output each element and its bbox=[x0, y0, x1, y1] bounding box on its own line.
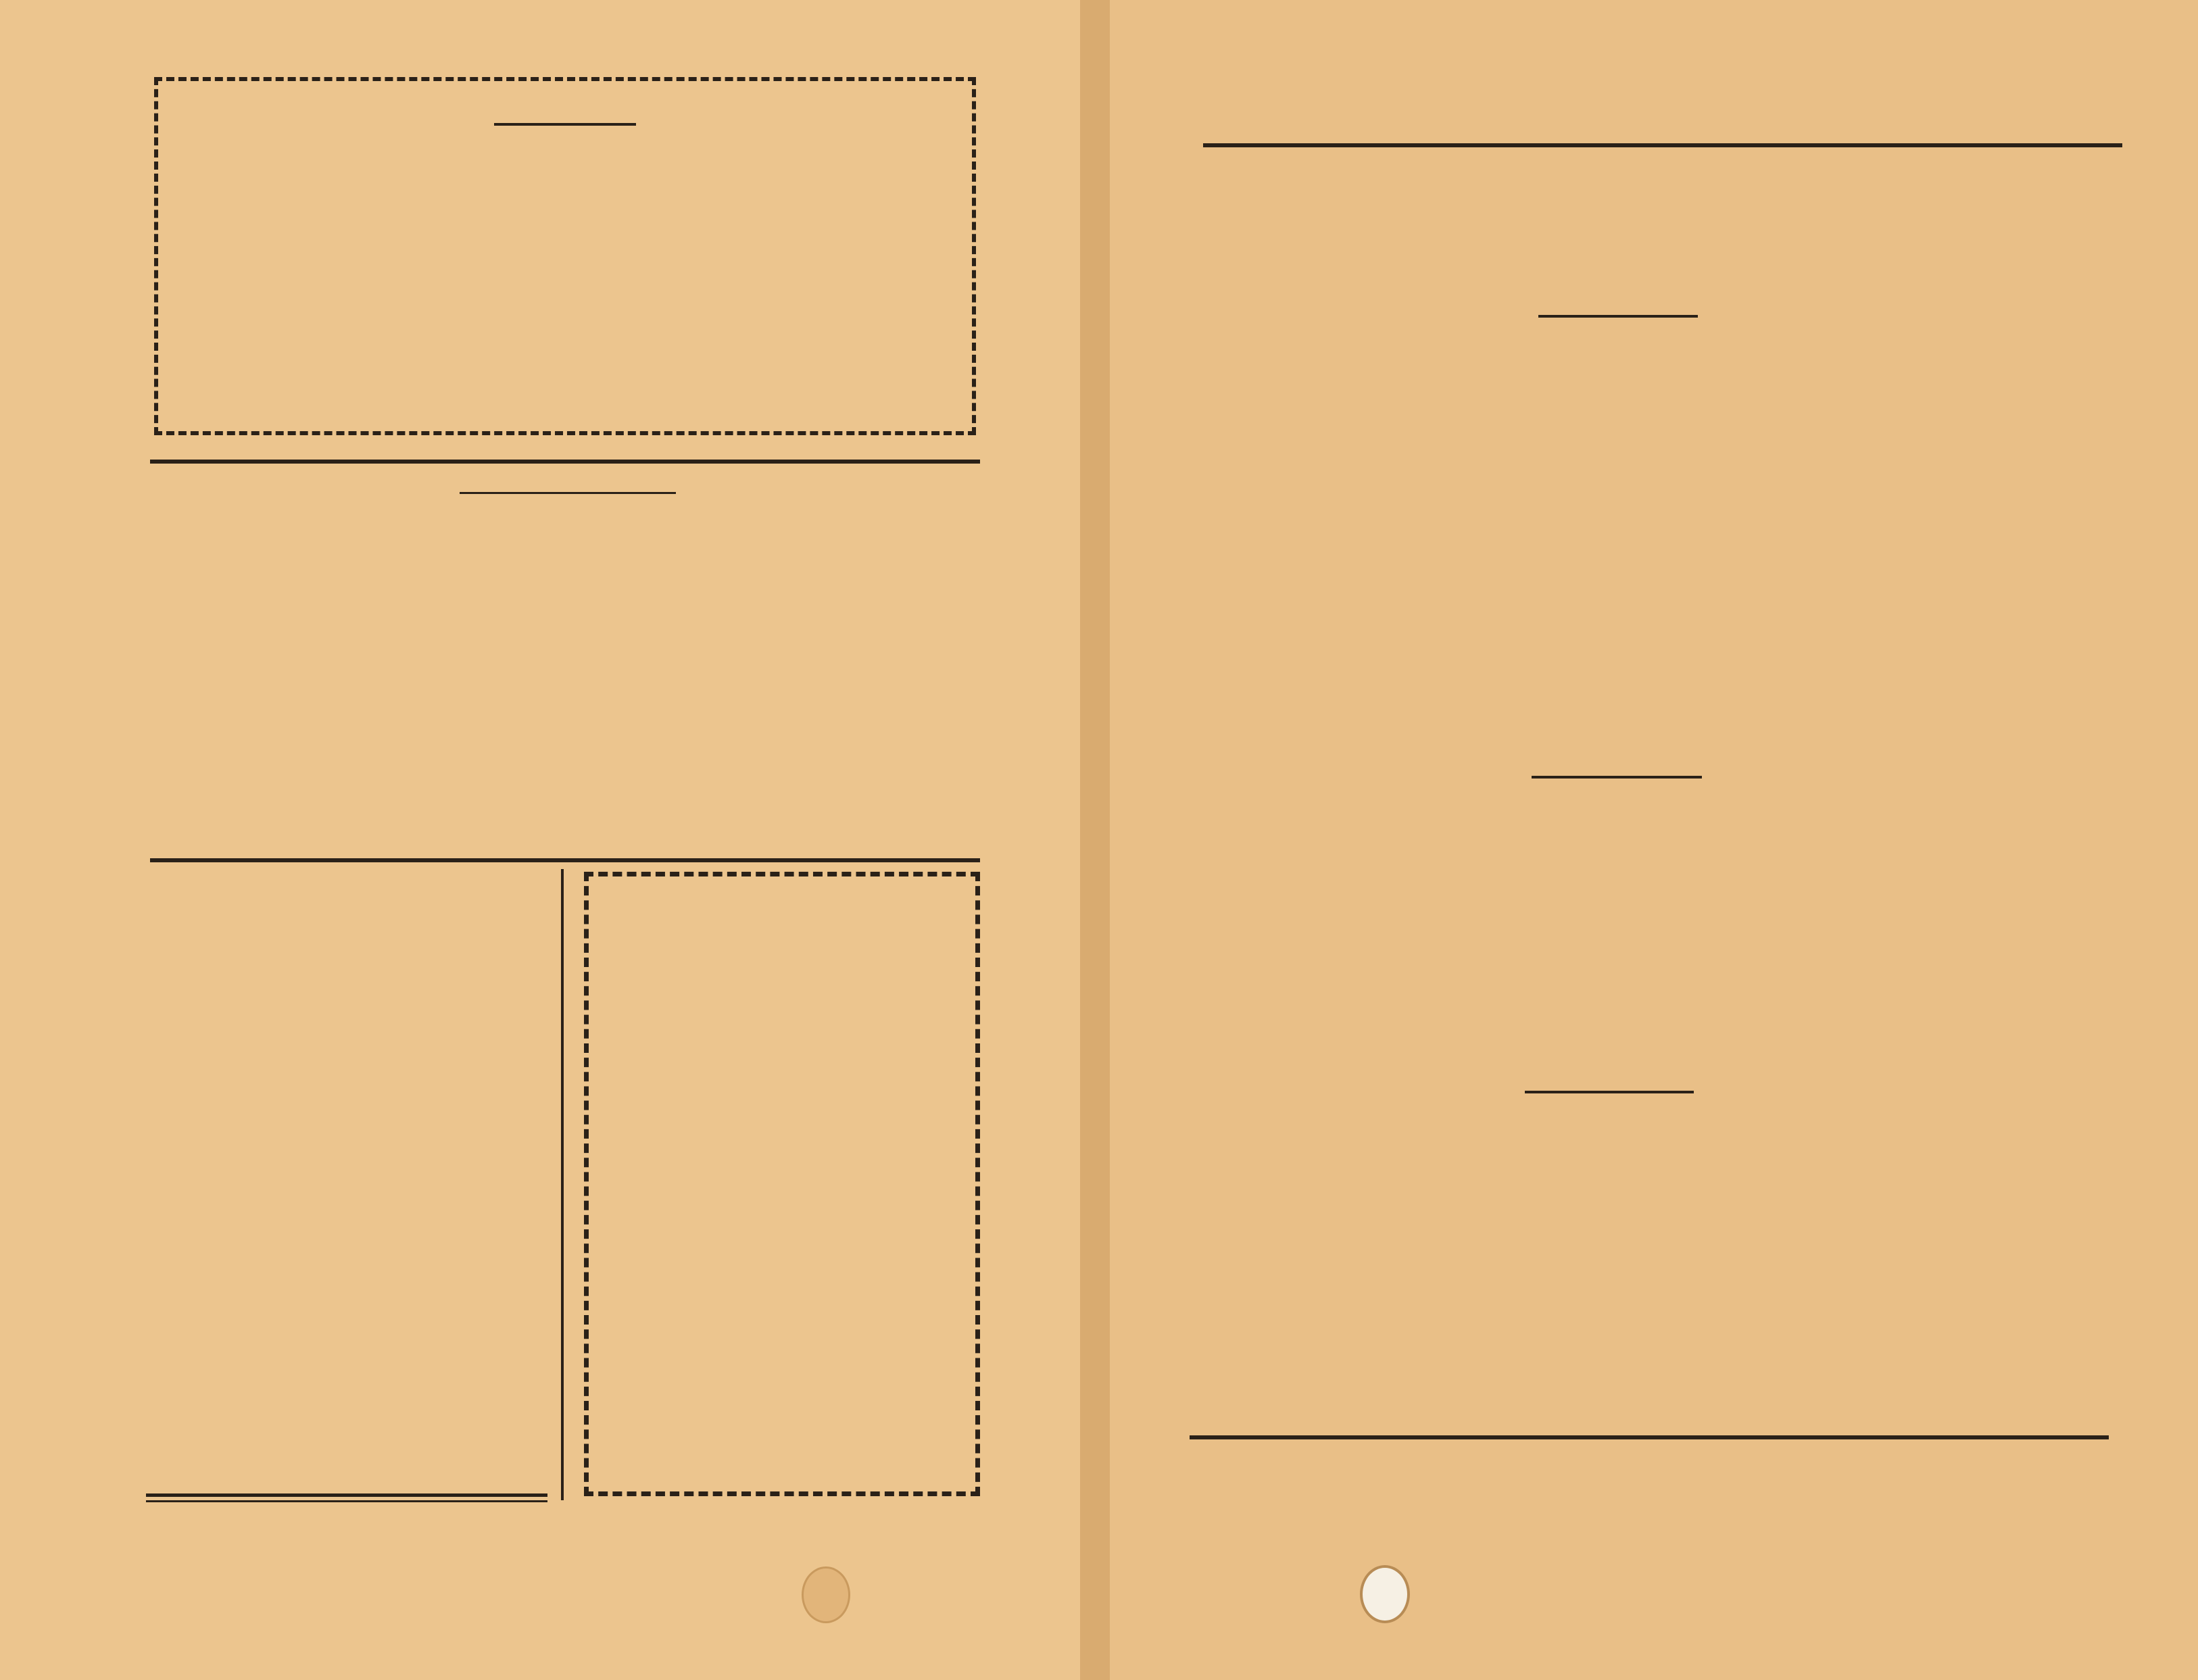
bottom-ornament-border bbox=[1190, 1442, 2109, 1499]
divider bbox=[1532, 776, 1702, 779]
rule-3 bbox=[146, 1493, 547, 1497]
ad-chocolatine bbox=[149, 872, 554, 891]
rule-2 bbox=[150, 858, 980, 862]
ad-ecole-monade bbox=[584, 872, 980, 1496]
punch-hole-right bbox=[1360, 1565, 1410, 1623]
punch-hole-left bbox=[802, 1566, 850, 1623]
top-border-line bbox=[1203, 143, 2122, 147]
ad-willems bbox=[149, 473, 987, 506]
bottom-border-line bbox=[1190, 1435, 2109, 1439]
film-1-credits bbox=[1095, 635, 2198, 641]
film-3-credits bbox=[1095, 1261, 2198, 1268]
divider bbox=[1538, 315, 1698, 318]
top-ornament-border bbox=[1203, 87, 2122, 143]
column-divider bbox=[561, 869, 564, 1500]
film-2-credits bbox=[1095, 937, 2198, 946]
divider bbox=[494, 123, 636, 126]
divider bbox=[1525, 1091, 1694, 1093]
right-page bbox=[1095, 0, 2198, 1680]
rule-1 bbox=[150, 460, 980, 464]
divider bbox=[460, 492, 676, 494]
left-page bbox=[0, 0, 1095, 1680]
ad-kerckhoven bbox=[154, 77, 976, 435]
rule-3b bbox=[146, 1500, 547, 1502]
